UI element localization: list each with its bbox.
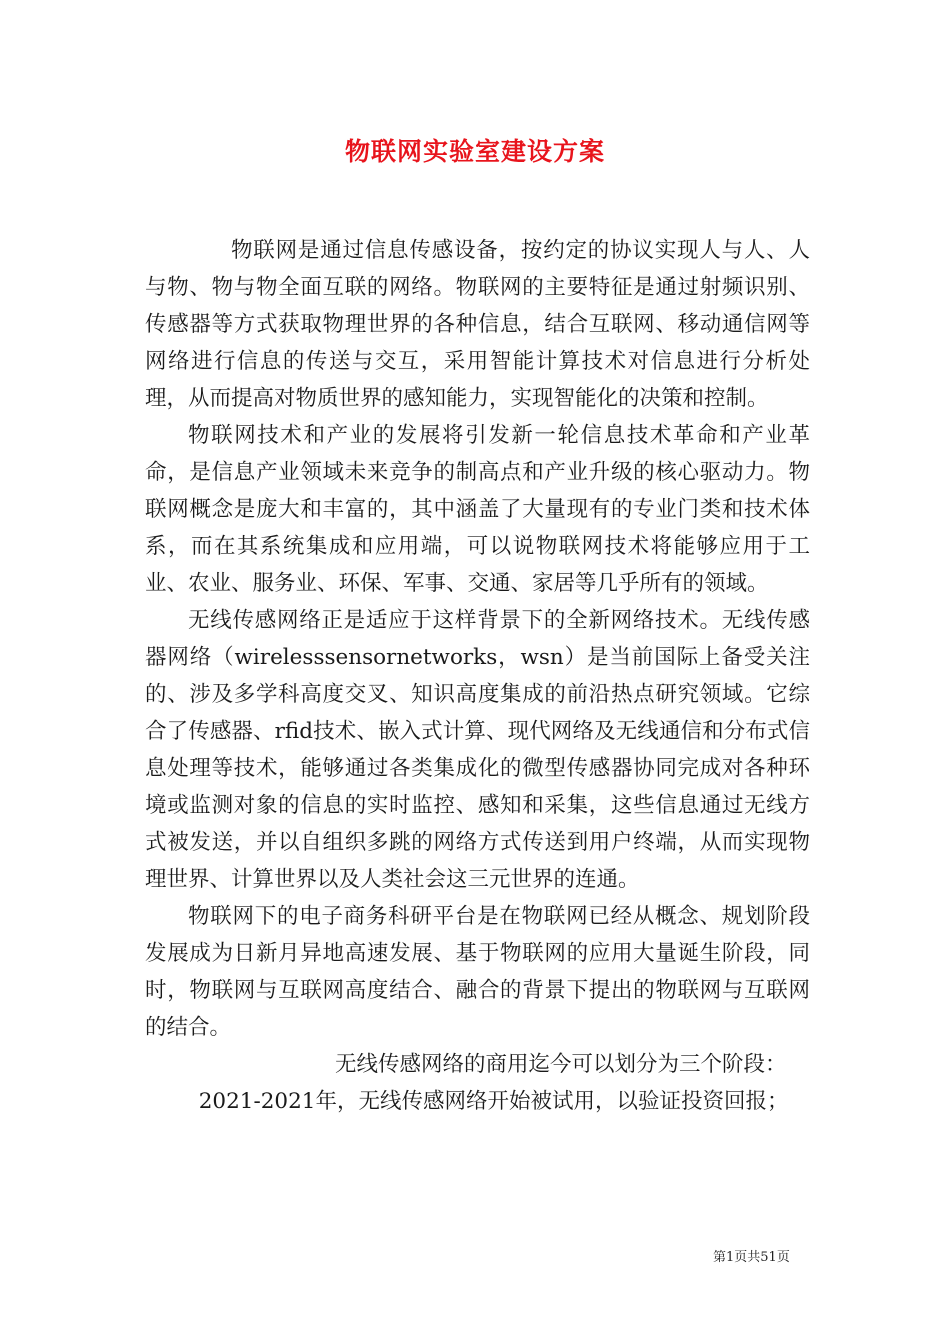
paragraph-ecommerce-platform: 物联网下的电子商务科研平台是在物联网已经从概念、规划阶段发展成为日新月异地高速发展、基于物联网的应用大量诞生阶段，同时，物联网与互联网高度结合、融合的背景下提出的物联网与互联网的结合。 xyxy=(145,904,810,1040)
document-title: 物联网实验室建设方案 xyxy=(344,137,605,166)
paragraph-stages-intro: 无线传感网络的商用迄今可以划分为三个阶段： xyxy=(335,1052,787,1077)
page-number: 第1页共51页 xyxy=(713,1250,790,1265)
document-body xyxy=(145,232,810,1120)
paragraph-stage-1: 2021-2021年，无线传感网络开始被试用，以验证投资回报； xyxy=(198,1089,789,1114)
paragraph-iot-industry: 物联网技术和产业的发展将引发新一轮信息技术革命和产业革命，是信息产业领域未来竞争的制高点和产业升级的核心驱动力。物联网概念是庞大和丰富的，其中涵盖了大量现有的专业门类和技术体系，而在其系统集成和应用端，可以说物联网技术将能够应用于工业、农业、服务业、环保、军事、交通、家居等几乎所有的领域。 xyxy=(145,423,810,596)
paragraph-wsn: 无线传感网络正是适应于这样背景下的全新网络技术。无线传感器网络（wirelesssensornetworks，wsn）是当前国际上备受关注的、涉及多学科高度交叉、知识高度集成的前沿热点研究领域。它综合了传感器、rfid技术、嵌入式计算、现代网络及无线通信和分布式信息处理等技术，能够通过各类集成化的微型传感器协同完成对各种环境或监测对象的信息的实时监控、感知和采集，这些信息通过无线方式被发送，并以自组织多跳的网络方式传送到用户终端，从而实现物理世界、计算世界以及人类社会这三元世界的连通。 xyxy=(145,608,810,892)
paragraph-iot-definition: 物联网是通过信息传感设备，按约定的协议实现人与人、人与物、物与物全面互联的网络。物联网的主要特征是通过射频识别、传感器等方式获取物理世界的各种信息，结合互联网、移动通信网等网络进行信息的传送与交互，采用智能计算技术对信息进行分析处理，从而提高对物质世界的感知能力，实现智能化的决策和控制。 xyxy=(145,238,810,411)
